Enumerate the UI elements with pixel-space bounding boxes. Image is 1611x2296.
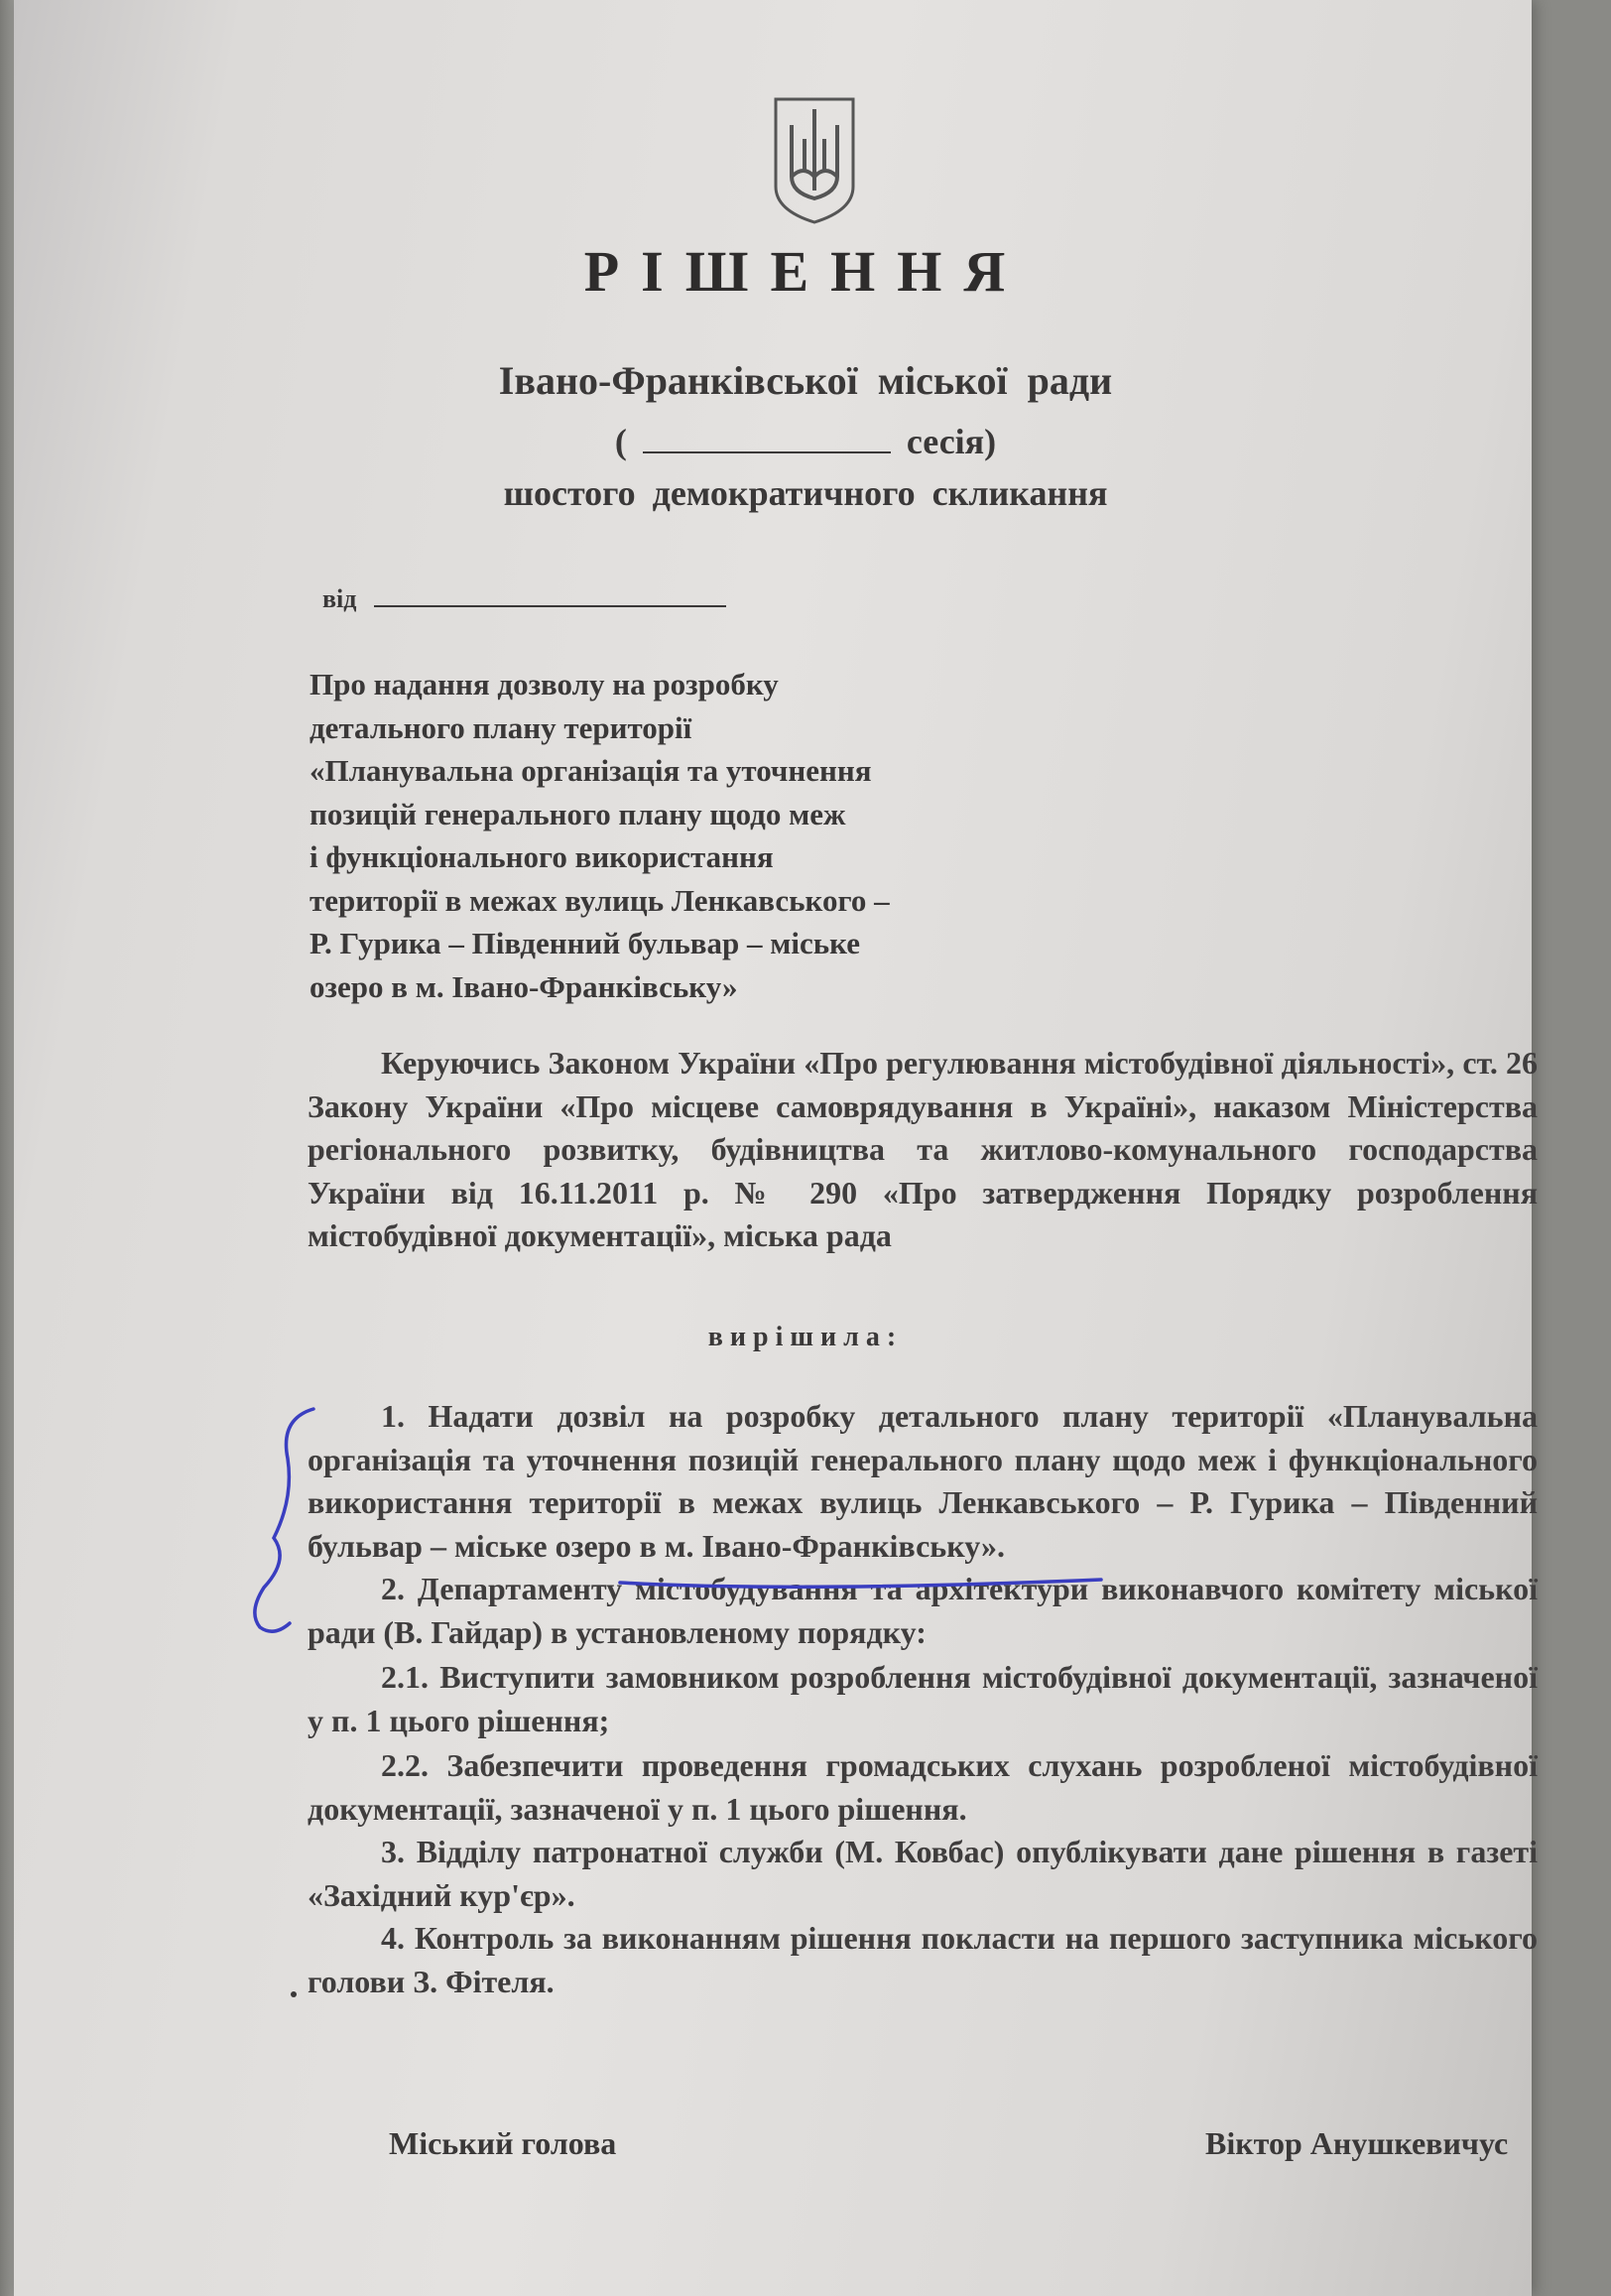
document-title: РІШЕННЯ: [583, 239, 1028, 304]
session-line: [0, 421, 1611, 462]
date-blank: [374, 583, 726, 607]
item-1: 1. Надати дозвіл на розробку детального плану території «Планувальна організація та уточнення позицій генерального плану щодо меж і функціонального використання території в межах вулиць Ленкавського – Р. Гурика – Південний бульвар – міське озеро в м. Івано-Франківську».: [308, 1398, 1538, 1564]
subject-line: Р. Гурика – Південний бульвар – міське: [310, 926, 860, 960]
subject-line: озеро в м. Івано-Франківську»: [310, 968, 738, 1004]
date-label: від: [322, 584, 357, 613]
subject-line: «Планувальна організація та уточнення: [310, 753, 872, 788]
date-line: [322, 583, 726, 614]
subject-line: Про надання дозволу на розробку: [310, 667, 779, 702]
item-2-2: 2.2. Забезпечити проведення громадських слухань розробленої містобудівної документації, зазначеної у п. 1 цього рішення.: [308, 1747, 1538, 1827]
signature-position: Міський голова: [389, 2125, 617, 2161]
page-edge: [0, 0, 14, 2296]
ukraine-trident-icon: [770, 95, 859, 224]
item-4: 4. Контроль за виконанням рішення покласти на першого заступника міського голови З. Фітеля.: [308, 1920, 1538, 1999]
session-open: (: [614, 422, 627, 461]
council-name: Івано-Франківської міської ради: [498, 358, 1113, 403]
subject-line: і функціонального використання: [310, 839, 774, 874]
preamble: Керуючись Законом України «Про регулювання містобудівної діяльності», ст. 26 Закону України «Про місцеве самоврядування в Україні», наказом Міністерства регіонального розвитку, будівництва та житлово-комунального господарства України від 16.11.2011 р. № 290 «Про затвердження Порядку розроблення містобудівної документації», міська рада: [308, 1045, 1538, 1253]
decision-items: [308, 1395, 1538, 2003]
subject-line: детального плану території: [310, 709, 692, 745]
item-2: 2. Департаменту містобудування та архітектури виконавчого комітету міської ради (В. Гайдар) в установленому порядку:: [308, 1571, 1538, 1650]
convocation: шостого демократичного скликання: [503, 473, 1108, 513]
subject-line: території в межах вулиць Ленкавського –: [310, 882, 890, 918]
item-3: 3. Відділу патронатної служби (М. Ковбас) опублікувати дане рішення в газеті «Західний кур'єр».: [308, 1834, 1538, 1913]
item-2-1: 2.1. Виступити замовником розроблення містобудівної документації, зазначеної у п. 1 цього рішення;: [308, 1659, 1538, 1738]
subject-line: позицій генерального плану щодо меж: [310, 796, 846, 831]
session-number-blank: [643, 426, 891, 453]
decided-heading: вирішила:: [707, 1322, 904, 1352]
session-label: сесія): [906, 422, 997, 461]
signature-name: Віктор Анушкевичус: [1205, 2125, 1509, 2161]
subject-block: [310, 663, 1004, 1008]
